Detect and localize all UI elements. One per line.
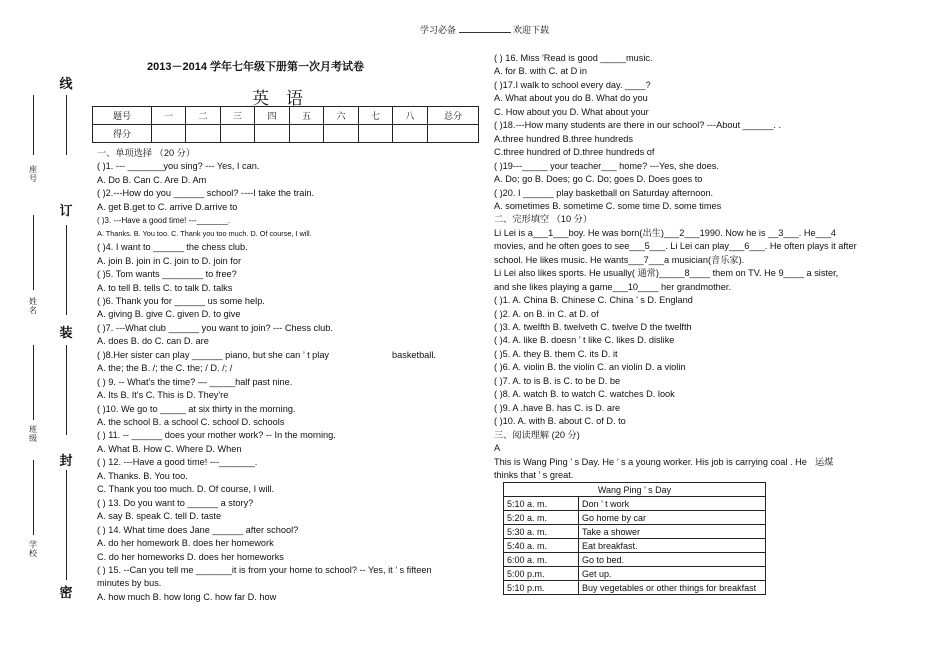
- question-line: ( )18.---How many students are there in our school? ---About ______. .: [494, 120, 781, 131]
- question-line: ( )7. A. to is B. is C. to be D. be: [494, 375, 621, 386]
- score-input-cell[interactable]: [186, 125, 221, 143]
- schedule-activity: Go to bed.: [579, 553, 766, 567]
- score-input-cell[interactable]: [324, 125, 359, 143]
- question-line: Li Lei also likes sports. He usually( 通常)_____8____ them on TV. He 9____ a sister,: [494, 268, 839, 279]
- question-line: A. to tell B. tells C. to talk D. talks: [97, 282, 233, 293]
- schedule-time: 5:30 a. m.: [504, 525, 579, 539]
- bind-char-mi: 密: [59, 585, 73, 600]
- question-line: ( )5. A. they B. them C. its D. it: [494, 348, 618, 359]
- schedule-activity: Get up.: [579, 567, 766, 581]
- question-line: A. the school B. a school C. school D. schools: [97, 417, 285, 427]
- question-line: This is Wang Ping ’ s Day. He ’ s a young worker. His job is carrying coal . He: [494, 456, 807, 467]
- class-blank: [33, 345, 34, 420]
- schedule-row: [504, 567, 766, 581]
- question-line: C. Thank you too much. D. Of course, I will.: [97, 484, 275, 495]
- question-line: ( )19---_____ your teacher___ home? ---Yes, she does.: [494, 160, 719, 171]
- schedule-row: [504, 511, 766, 525]
- score-cell: 得分: [93, 125, 152, 143]
- question-line: ( )7. ---What club ______ you want to join? --- Chess club.: [97, 322, 333, 333]
- binding-line: [66, 95, 67, 155]
- question-line: ( )4. A. like B. doesn ’ t like C. likes D. dislike: [494, 335, 675, 346]
- bind-char-ding: 订: [59, 203, 73, 218]
- score-cell: 四: [255, 107, 290, 125]
- score-input-cell[interactable]: [393, 125, 428, 143]
- score-table-header-row: [93, 107, 479, 125]
- question-line: 二、完形填空 （10 分）: [494, 214, 593, 225]
- question-line: A. What about you do B. What do you: [494, 93, 648, 104]
- question-line: ( ) 15. --Can you tell me _______it is from your home to school? -- Yes, it ’ s fifteen: [97, 564, 432, 575]
- score-input-cell[interactable]: [221, 125, 255, 143]
- school-label: 学校: [29, 540, 37, 558]
- schedule-activity: Go home by car: [579, 511, 766, 525]
- question-line: ( )10. A. with B. about C. of D. to: [494, 416, 626, 427]
- score-cell: 七: [359, 107, 393, 125]
- name-blank: [33, 215, 34, 290]
- question-line: A. Its B. It's C. This is D. They're: [97, 390, 229, 401]
- question-line: ( ) 11. -- ______ does your mother work? -- In the morning.: [97, 430, 336, 441]
- score-table-score-row: [93, 125, 479, 143]
- seat-blank: [33, 95, 34, 155]
- question-line: A. Do; go B. Does; go C. Do; goes D. Does goes to: [494, 174, 703, 185]
- question-line: ( )5. Tom wants ________ to free?: [97, 269, 237, 280]
- question-line: ( )6. Thank you for ______ us some help.: [97, 295, 265, 306]
- binding-line: [66, 225, 67, 315]
- question-line: A. say B. speak C. tell D. taste: [97, 511, 222, 522]
- question-line: ( ) 16. Miss 'Read is good _____music.: [494, 53, 653, 63]
- question-line: ( )10. We go to _____ at six thirty in the morning.: [97, 403, 296, 414]
- question-line: C. How about you D. What about your: [494, 106, 649, 117]
- score-table: [92, 106, 479, 143]
- binding-line: [66, 345, 67, 435]
- question-line: A. giving B. give C. given D. to give: [97, 309, 241, 320]
- exam-subject: 英 语: [252, 89, 303, 108]
- schedule-time: 5:00 p.m.: [504, 567, 579, 581]
- question-line: A. for B. with C. at D in: [494, 66, 587, 77]
- question-line: movies, and he often goes to see___5___. Li Lei can play___6___. He often plays it after: [494, 241, 857, 252]
- schedule-row: [504, 525, 766, 539]
- question-line: A. Do B. Can C. Are D. Am: [97, 174, 207, 185]
- header-left: 学习必备: [420, 25, 457, 35]
- question-line: thinks that ’ s great.: [494, 469, 574, 480]
- exam-title: 2013－2014 学年七年级下册第一次月考试卷: [147, 61, 364, 73]
- schedule-row: [504, 539, 766, 553]
- question-line: ( )9. A .have B. has C. is D. are: [494, 402, 621, 413]
- question-line: A. sometimes B. sometime C. some time D. some times: [494, 200, 722, 211]
- schedule-title: Wang Ping ’ s Day: [504, 483, 766, 497]
- seat-label: 座号: [29, 165, 37, 183]
- school-blank: [33, 460, 34, 535]
- question-line: A. What B. How C. Where D. When: [97, 443, 242, 454]
- score-cell: 五: [290, 107, 324, 125]
- section-heading: 一、单项选择 （20 分）: [97, 148, 196, 158]
- question-line: ( )8.Her sister can play ______ piano, but she can ’ t play: [97, 349, 330, 360]
- score-input-cell[interactable]: [428, 125, 479, 143]
- schedule-activity: Buy vegetables or other things for breakfast: [579, 581, 766, 595]
- schedule-time: 6:00 a. m.: [504, 553, 579, 567]
- score-cell: 六: [324, 107, 359, 125]
- question-line: ( )1. --- _______you sing? --- Yes, I can.: [97, 161, 260, 172]
- question-line: ( )1. A. China B. Chinese C. China ’ s D. England: [494, 295, 693, 306]
- class-label: 班级: [29, 425, 37, 443]
- question-line: A. Thanks. B. You too.: [97, 470, 188, 481]
- question-line: ( )17.I walk to school every day. ____?: [494, 79, 651, 90]
- q8-overlap-text: basketball.: [392, 350, 436, 360]
- question-line: A.three hundred B.three hundreds: [494, 133, 633, 144]
- schedule-table: [503, 482, 766, 595]
- question-line: and she likes playing a game___10____ her grandmother.: [494, 281, 731, 292]
- schedule-time: 5:20 a. m.: [504, 511, 579, 525]
- binding-line: [66, 470, 67, 580]
- schedule-activity: Take a shower: [579, 525, 766, 539]
- header-spacer: [459, 32, 511, 33]
- question-line: A. the; the B. /; the C. the; / D. /; /: [97, 363, 233, 374]
- score-cell: 二: [186, 107, 221, 125]
- schedule-row: [504, 581, 766, 595]
- question-line: C. do her homeworks D. does her homeworks: [97, 551, 284, 562]
- score-input-cell[interactable]: [255, 125, 290, 143]
- question-line: A. do her homework B. does her homework: [97, 538, 274, 549]
- question-line: ( ) 13. Do you want to ______ a story?: [97, 497, 254, 508]
- question-line: A. Thanks. B. You too. C. Thank you too much. D. Of course, I will.: [97, 228, 312, 238]
- score-cell: 八: [393, 107, 428, 125]
- question-line: A. join B. join in C. join to D. join for: [97, 255, 242, 266]
- score-cell: 三: [221, 107, 255, 125]
- schedule-activity: Eat breakfast.: [579, 539, 766, 553]
- question-line: A. get B.get to C. arrive D.arrive to: [97, 201, 238, 212]
- question-line: ( )6. A. violin B. the violin C. an violin D. a violin: [494, 362, 686, 373]
- schedule-time: 5:40 a. m.: [504, 539, 579, 553]
- question-line: school. He likes music. He wants___7___a musician(音乐家).: [494, 254, 745, 265]
- question-line: ( )2. A. on B. in C. at D. of: [494, 308, 599, 319]
- schedule-title-row: [504, 483, 766, 497]
- question-line: ( ) 12. ---Have a good time! ---_______.: [97, 457, 258, 468]
- schedule-row: [504, 497, 766, 511]
- schedule-time: 5:10 p.m.: [504, 581, 579, 595]
- score-input-cell[interactable]: [152, 125, 186, 143]
- header-right: 欢迎下载: [513, 25, 550, 35]
- schedule-row: [504, 553, 766, 567]
- question-line: Li Lei is a___1___boy. He was born(出生)___2___1990. Now he is __3___. He___4: [494, 227, 837, 238]
- question-line: ( )3. ---Have a good time! ---_______.: [97, 216, 230, 226]
- question-line: ( )20. I ______ play basketball on Saturday afternoon.: [494, 187, 714, 198]
- question-line: A: [494, 443, 501, 454]
- score-cell: 总分: [428, 107, 479, 125]
- score-input-cell[interactable]: [359, 125, 393, 143]
- question-line: ( )2.---How do you ______ school? ----I take the train.: [97, 188, 315, 199]
- schedule-activity: Don ’ t work: [579, 497, 766, 511]
- score-cell: 一: [152, 107, 186, 125]
- question-line: ( )8. A. watch B. to watch C. watches D. look: [494, 389, 675, 400]
- reading-annotation: 运煤: [815, 457, 834, 467]
- bind-char-feng: 封: [59, 453, 73, 468]
- question-line: C.three hundred of D.three hundreds of: [494, 147, 655, 158]
- question-line: ( )3. A. twelfth B. twelveth C. twelve D the twelfth: [494, 322, 692, 332]
- bind-char-xian: 线: [59, 76, 73, 91]
- bind-char-zhuang: 装: [59, 325, 73, 340]
- question-line: ( )4. I want to ______ the chess club.: [97, 242, 248, 253]
- page-header: [420, 23, 549, 36]
- name-label: 姓名: [29, 297, 37, 315]
- question-line: 三、阅读理解 (20 分): [494, 429, 580, 440]
- question-line: ( ) 9. -- What's the time? — _____half past nine.: [97, 376, 293, 387]
- question-line: ( ) 14. What time does Jane ______ after school?: [97, 524, 299, 535]
- question-line: minutes by bus.: [97, 578, 162, 589]
- score-cell: 题号: [93, 107, 152, 125]
- score-input-cell[interactable]: [290, 125, 324, 143]
- schedule-time: 5:10 a. m.: [504, 497, 579, 511]
- question-line: A. how much B. how long C. how far D. how: [97, 591, 277, 602]
- question-line: A. does B. do C. can D. are: [97, 336, 209, 347]
